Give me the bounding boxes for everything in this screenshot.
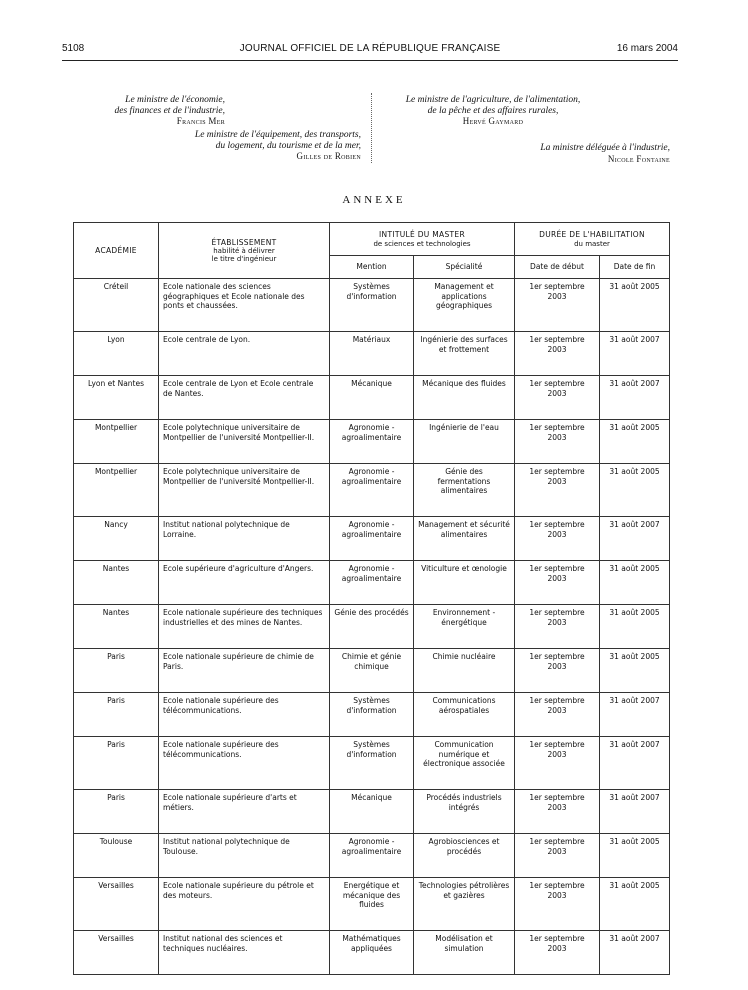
cell-etablissement: Ecole polytechnique universitaire de Montpellier de l'université Montpellier-II. [159,420,330,464]
cell-academie: Versailles [74,878,159,931]
cell-academie: Montpellier [74,420,159,464]
cell-date-debut: 1er septembre 2003 [515,517,600,561]
header-duree-title: DURÉE DE L'HABILITATION [539,230,645,240]
header-duree-sub: du master [574,239,610,248]
cell-academie: Nantes [74,605,159,649]
cell-date-debut: 1er septembre 2003 [515,605,600,649]
cell-etablissement: Institut national des sciences et techniques nucléaires. [159,931,330,975]
cell-mention: Mécanique [330,376,414,420]
signature-line: de la pêche et des affaires rurales, [427,105,559,116]
cell-mention: Mathématiques appliquées [330,931,414,975]
cell-specialite: Communication numérique et électronique associée [414,737,515,790]
cell-date-fin: 31 août 2005 [600,605,670,649]
cell-date-fin: 31 août 2005 [600,649,670,693]
header-mention: Mention [330,256,414,279]
cell-mention: Agronomie - agroalimentaire [330,561,414,605]
cell-etablissement: Ecole nationale supérieure des télécommunications. [159,737,330,790]
cell-specialite: Environnement - énergétique [414,605,515,649]
cell-academie: Lyon et Nantes [74,376,159,420]
cell-academie: Paris [74,790,159,834]
cell-academie: Lyon [74,332,159,376]
cell-academie: Toulouse [74,834,159,878]
cell-specialite: Viticulture et œnologie [414,561,515,605]
header-date-fin: Date de fin [600,256,670,279]
cell-specialite: Chimie nucléaire [414,649,515,693]
cell-date-debut: 1er septembre 2003 [515,464,600,517]
cell-date-fin: 31 août 2007 [600,693,670,737]
header-etablissement-sub1: habilité à délivrer [213,247,275,256]
cell-etablissement: Ecole centrale de Lyon. [159,332,330,376]
header-academie: ACADÉMIE [74,223,159,279]
header-etablissement [159,223,330,279]
table-row [74,332,670,376]
cell-specialite: Management et applications géographiques [414,279,515,332]
cell-specialite: Ingénierie de l'eau [414,420,515,464]
cell-date-debut: 1er septembre 2003 [515,790,600,834]
cell-mention: Agronomie - agroalimentaire [330,834,414,878]
cell-etablissement: Institut national polytechnique de Lorraine. [159,517,330,561]
signature-line: La ministre déléguée à l'industrie, [540,143,670,153]
cell-mention: Génie des procédés [330,605,414,649]
signature-line: Le ministre de l'économie, [125,95,225,105]
cell-date-fin: 31 août 2007 [600,931,670,975]
signature-name: Nicole Fontaine [607,153,670,164]
header-specialite: Spécialité [414,256,515,279]
signature-industry-minister [500,143,670,164]
table-row [74,279,670,332]
header-duree [515,223,670,256]
signature-equipment-minister [165,130,361,162]
cell-mention: Energétique et mécanique des fluides [330,878,414,931]
cell-specialite: Modélisation et simulation [414,931,515,975]
cell-date-debut: 1er septembre 2003 [515,693,600,737]
cell-date-fin: 31 août 2007 [600,517,670,561]
cell-specialite: Mécanique des fluides [414,376,515,420]
publication-date: 16 mars 2004 [616,43,678,54]
cell-mention: Systèmes d'information [330,737,414,790]
table-row [74,376,670,420]
cell-date-debut: 1er septembre 2003 [515,878,600,931]
cell-etablissement: Ecole nationale supérieure des télécommunications. [159,693,330,737]
table-row [74,649,670,693]
signature-line: du logement, du tourisme et de la mer, [215,140,361,151]
cell-date-debut: 1er septembre 2003 [515,737,600,790]
cell-etablissement: Ecole nationale supérieure du pétrole et des moteurs. [159,878,330,931]
cell-academie: Créteil [74,279,159,332]
journal-title: JOURNAL OFFICIEL DE LA RÉPUBLIQUE FRANÇAISE [239,43,501,54]
header-intitule-sub: de sciences et technologies [373,239,471,248]
cell-mention: Agronomie - agroalimentaire [330,517,414,561]
cell-specialite: Ingénierie des surfaces et frottement [414,332,515,376]
annexe-title: ANNEXE [342,194,406,206]
cell-date-debut: 1er septembre 2003 [515,649,600,693]
header-intitule [330,223,515,256]
cell-etablissement: Ecole polytechnique universitaire de Montpellier de l'université Montpellier-II. [159,464,330,517]
table-row [74,790,670,834]
page-number: 5108 [62,43,85,54]
signature-economy-minister [75,95,225,127]
signature-name: Francis Mer [176,116,225,126]
cell-date-fin: 31 août 2005 [600,464,670,517]
cell-etablissement: Ecole nationale des sciences géographiques et Ecole nationale des ponts et chaussées. [159,279,330,332]
table-row [74,605,670,649]
cell-date-fin: 31 août 2007 [600,790,670,834]
cell-date-debut: 1er septembre 2003 [515,931,600,975]
cell-mention: Chimie et génie chimique [330,649,414,693]
cell-date-fin: 31 août 2007 [600,737,670,790]
cell-specialite: Management et sécurité alimentaires [414,517,515,561]
cell-academie: Versailles [74,931,159,975]
signature-line: Le ministre de l'agriculture, de l'alimentation, [405,95,581,105]
header-intitule-title: INTITULÉ DU MASTER [379,230,465,240]
table-row [74,878,670,931]
cell-etablissement: Ecole nationale supérieure de chimie de Paris. [159,649,330,693]
signature-agriculture-minister [378,95,608,127]
cell-mention: Matériaux [330,332,414,376]
table-row [74,464,670,517]
cell-academie: Nantes [74,561,159,605]
cell-specialite: Agrobiosciences et procédés [414,834,515,878]
cell-academie: Paris [74,649,159,693]
table-row [74,561,670,605]
table-row [74,420,670,464]
cell-academie: Paris [74,737,159,790]
cell-mention: Systèmes d'information [330,279,414,332]
cell-mention: Agronomie - agroalimentaire [330,464,414,517]
signature-line: Le ministre de l'équipement, des transports, [194,130,361,140]
cell-date-fin: 31 août 2005 [600,878,670,931]
cell-date-fin: 31 août 2005 [600,561,670,605]
cell-date-debut: 1er septembre 2003 [515,834,600,878]
cell-etablissement: Ecole supérieure d'agriculture d'Angers. [159,561,330,605]
cell-mention: Systèmes d'information [330,693,414,737]
cell-etablissement: Ecole nationale supérieure des techniques industrielles et des mines de Nantes. [159,605,330,649]
page-header [62,43,678,61]
cell-mention: Agronomie - agroalimentaire [330,420,414,464]
cell-academie: Paris [74,693,159,737]
cell-date-fin: 31 août 2007 [600,376,670,420]
cell-date-fin: 31 août 2005 [600,279,670,332]
cell-date-debut: 1er septembre 2003 [515,561,600,605]
cell-date-debut: 1er septembre 2003 [515,376,600,420]
signature-name: Hervé Gaymard [462,116,524,126]
cell-date-debut: 1er septembre 2003 [515,332,600,376]
cell-etablissement: Ecole nationale supérieure d'arts et métiers. [159,790,330,834]
signature-name: Gilles de Robien [296,151,361,161]
table-row [74,834,670,878]
header-date-debut: Date de début [515,256,600,279]
table-row [74,737,670,790]
signature-line: des finances et de l'industrie, [114,105,225,116]
header-etablissement-title: ÉTABLISSEMENT [211,237,277,247]
cell-academie: Montpellier [74,464,159,517]
cell-date-fin: 31 août 2005 [600,834,670,878]
cell-date-debut: 1er septembre 2003 [515,420,600,464]
cell-etablissement: Ecole centrale de Lyon et Ecole centrale de Nantes. [159,376,330,420]
habilitation-table [73,222,670,975]
table-row [74,931,670,975]
cell-academie: Nancy [74,517,159,561]
table-row [74,517,670,561]
cell-specialite: Génie des fermentations alimentaires [414,464,515,517]
cell-date-debut: 1er septembre 2003 [515,279,600,332]
cell-etablissement: Institut national polytechnique de Toulouse. [159,834,330,878]
cell-date-fin: 31 août 2007 [600,332,670,376]
header-etablissement-sub2: le titre d'ingénieur [211,255,277,264]
cell-specialite: Procédés industriels intégrés [414,790,515,834]
cell-specialite: Communications aérospatiales [414,693,515,737]
cell-mention: Mécanique [330,790,414,834]
signature-divider [371,93,372,163]
cell-specialite: Technologies pétrolières et gazières [414,878,515,931]
table-row [74,693,670,737]
cell-date-fin: 31 août 2005 [600,420,670,464]
